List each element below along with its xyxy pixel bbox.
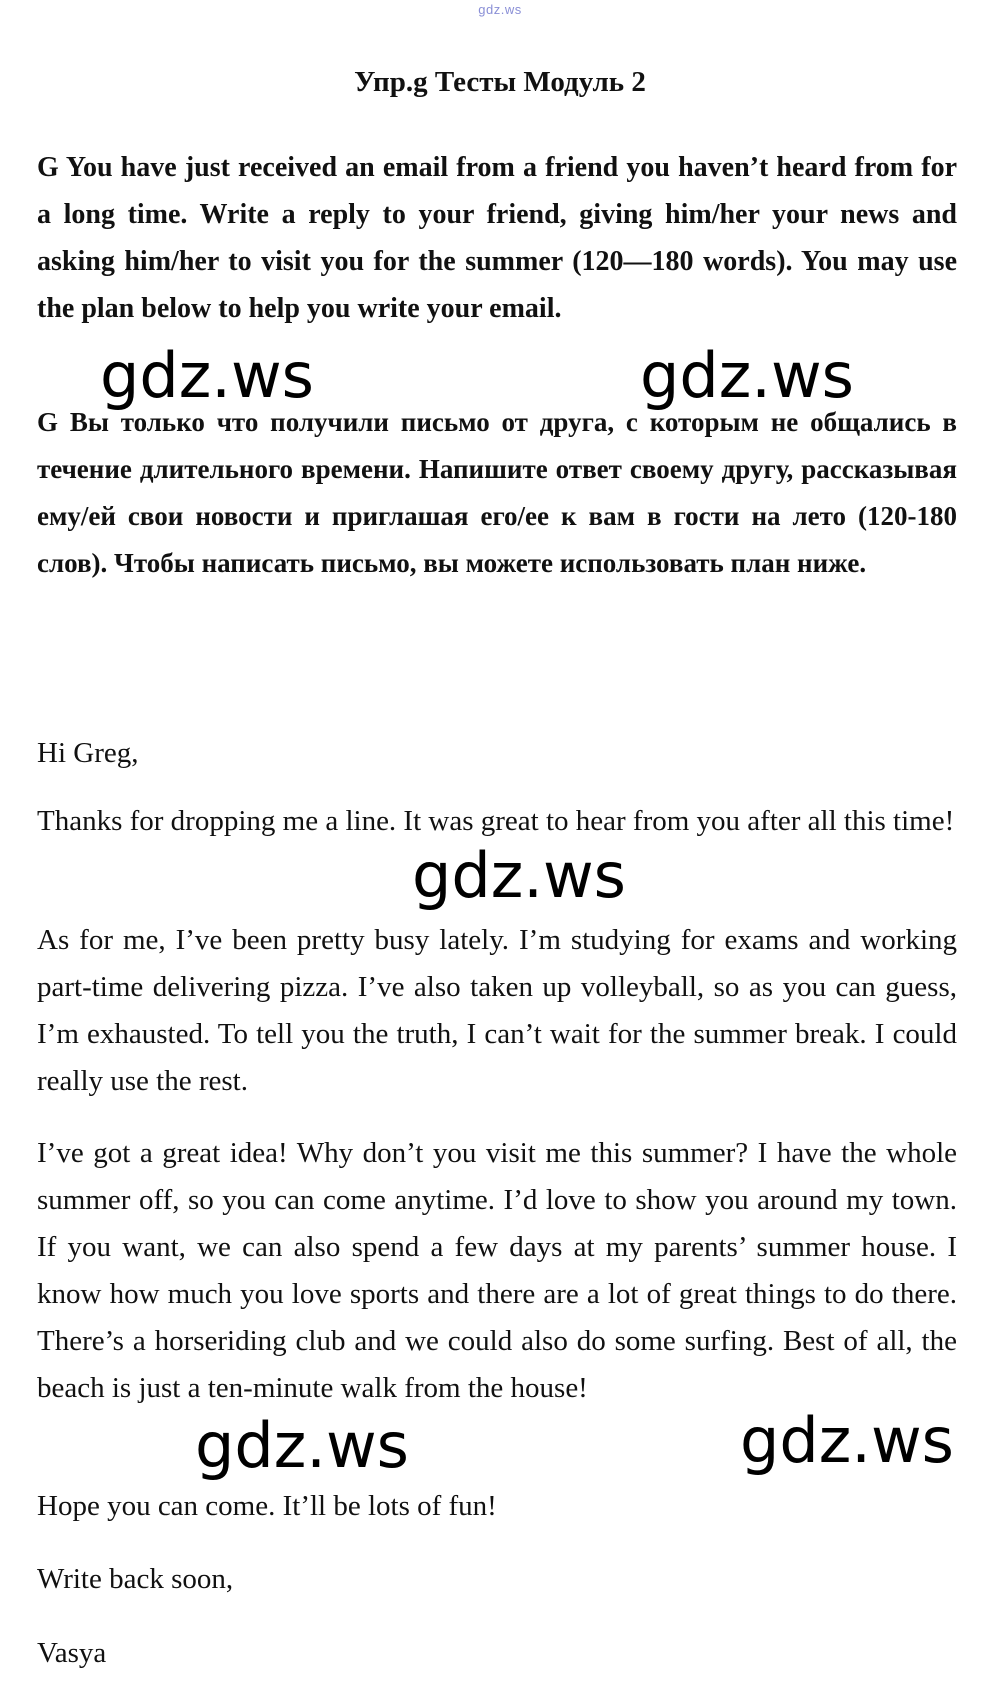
task-english: G You have just received an email from a friend you haven’t heard from for a long time. Write a reply to your friend, giving him/her your news and asking him/her to visit you for the summer (120—180 words). You may use the plan below to help you write your email. bbox=[37, 152, 957, 324]
page-title: Упр.g Тесты Модуль 2 bbox=[354, 66, 646, 98]
letter-signature: Vasya bbox=[37, 1637, 107, 1669]
watermark-1: gdz.ws bbox=[100, 339, 314, 412]
letter-greeting: Hi Greg, bbox=[37, 737, 139, 769]
watermark-5: gdz.ws bbox=[740, 1404, 954, 1477]
watermark-2: gdz.ws bbox=[640, 339, 854, 412]
letter-paragraph-4: Hope you can come. It’ll be lots of fun! bbox=[37, 1490, 497, 1522]
letter-paragraph-3: I’ve got a great idea! Why don’t you visit me this summer? I have the whole summer off, so you can come anytime. I’d love to show you around my town. If you want, we can also spend a few days at my parents’ summer house. I know how much you love sports and there are a lot of great things to do there. There’s a horseriding club and we could also do some surfing. Best of all, the beach is just a ten-minute walk from the house! bbox=[37, 1137, 957, 1404]
site-watermark-top: gdz.ws bbox=[478, 2, 522, 17]
letter-paragraph-2: As for me, I’ve been pretty busy lately. I’m studying for exams and working part-time delivering pizza. I’ve also taken up volleyball, so as you can guess, I’m exhausted. To tell you the truth, I can’t wait for the summer break. I could really use the rest. bbox=[37, 924, 957, 1097]
letter-closing: Write back soon, bbox=[37, 1563, 234, 1595]
watermark-4: gdz.ws bbox=[195, 1409, 409, 1482]
watermark-3: gdz.ws bbox=[412, 839, 626, 912]
letter-paragraph-1: Thanks for dropping me a line. It was great to hear from you after all this time! bbox=[37, 805, 955, 837]
task-russian: G Вы только что получили письмо от друга, с которым не общались в течение длительного времени. Напишите ответ своему другу, рассказывая ему/ей свои новости и приглашая его/ее к вам в гости на лето (120-180 слов). Чтобы написать письмо, вы можете использовать план ниже. bbox=[37, 407, 957, 578]
